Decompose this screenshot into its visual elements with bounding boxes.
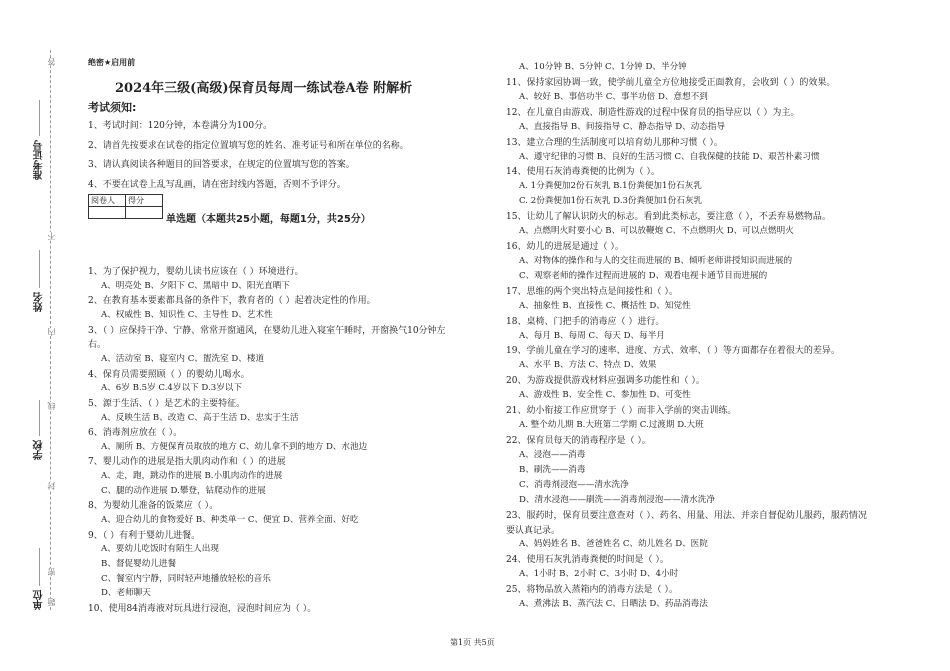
answer-options: C、餐室内宁静，同时轻声地播放轻松的音乐 <box>101 573 271 584</box>
seal-char: 线 <box>47 402 56 410</box>
answer-options: A. 整个幼儿期 B.大班第二学期 C.过渡期 D.大班 <box>519 420 704 431</box>
question-text: 右。 <box>88 340 107 351</box>
answer-options: A、浸泡——消毒 <box>519 449 586 460</box>
answer-options: A、较好 B、事倍功半 C、事半功倍 D、意想不到 <box>519 91 708 102</box>
answer-options: A、直接指导 B、间接指导 C、静态指导 D、动态指导 <box>519 121 726 132</box>
answer-options: A、煮沸法 B、蒸汽法 C、日晒法 D、药品消毒法 <box>519 599 708 610</box>
answer-options: A、走，跑，跳动作的进展 B.小肌肉动作的进展 <box>101 471 283 482</box>
answer-options: A、游戏性 B、安全性 C、参加性 D、可变性 <box>519 390 691 401</box>
page-footer: 第1页 共5页 <box>450 638 495 647</box>
answer-options: A、妈妈姓名 B、爸爸姓名 C、幼儿姓名 D、医院 <box>519 539 708 550</box>
notice-heading: 考试须知: <box>88 101 137 114</box>
unit-field <box>39 548 40 586</box>
unit-label: 单位 <box>34 590 45 610</box>
seal-char: 封 <box>47 482 56 490</box>
answer-options: C. 2份粪便加1份石灰乳 D.3份粪便加1份石灰乳 <box>519 196 703 207</box>
answer-options: B、刷洗——消毒 <box>519 464 586 475</box>
exam-number-field <box>39 100 40 136</box>
answer-options: D、清水浸泡——刷洗——消毒剂浸泡——清水洗净 <box>519 494 715 505</box>
score-label: 得分 <box>126 195 163 207</box>
answer-options: A、对物体的操作和与人的交往而进展的 B、倾听老师讲授知识而进展的 <box>519 255 793 266</box>
answer-options: A、要幼儿吃饭时有陌生人出现 <box>101 544 219 555</box>
question-text: 10、使用84消毒液对玩具进行浸泡，浸泡时间应为（ ）。 <box>88 603 317 614</box>
seal-char: 题 <box>47 598 56 606</box>
answer-options: C、腿的动作进展 D.攀登，钻爬动作的进展 <box>101 485 266 496</box>
name-label: 姓名 <box>34 292 45 312</box>
answer-options: A、每月 B、每周 C、每天 D、每半月 <box>519 330 665 341</box>
answer-options: C、观察老师的操作过程而进展的 D、观看电视卡通节目而进展的 <box>519 270 768 281</box>
exam-number-label: 准考证号 <box>34 140 45 180</box>
question-text: 12、在儿童自由游戏、制造性游戏的过程中保育员的指导应以（ ）为主。 <box>506 107 800 118</box>
school-label: 学校 <box>34 440 45 460</box>
question-text: 18、桌椅、门把手的消毒应（ ）进行。 <box>506 316 665 327</box>
seal-char: 内 <box>47 328 56 336</box>
question-text: 20、为游戏提供游戏材料应强调多功能性和（ ）。 <box>506 376 705 387</box>
question-text: 3、（ ）应保持干净、宁静、常常开窗通风，在婴幼儿进入寝室午睡时，开窗换气10分钟左 <box>88 325 446 336</box>
answer-options: A、厕所 B、方便保育员取放的地方 C、幼儿拿不到的地方 D、水池边 <box>101 441 368 452</box>
question-text: 16、幼儿的进展是通过（ ）。 <box>506 242 624 253</box>
answer-options: A、1小时 B、2小时 C、3小时 D、4小时 <box>519 569 679 580</box>
question-text: 23、服药时，保育员要注意查对（ ）、药名、用量、用法、并亲自督促幼儿服药，服药情况 <box>506 510 867 521</box>
answer-options: C、消毒剂浸泡——清水洗净 <box>519 479 629 490</box>
question-text: 21、幼小衔接工作应贯穿于（ ）而非入学前的突击训练。 <box>506 406 737 417</box>
question-text: 7、婴儿动作的进展是指大肌肉动作和（ ）的进展 <box>88 457 286 468</box>
reviewer-label: 阅卷人 <box>89 195 126 207</box>
section-title: 单选题（本题共25小题，每题1分，共25分） <box>166 214 371 225</box>
instruction-item: 2、请首先按要求在试卷的指定位置填写您的姓名、准考证号和所在单位的名称。 <box>88 141 409 151</box>
question-text: 9、（ ）有利于婴幼儿进餐。 <box>88 530 201 541</box>
question-text: 8、为婴幼儿准备的饭菜应（ ）。 <box>88 501 219 512</box>
question-text: 1、为了保护视力，婴幼儿读书应该在（ ）环境进行。 <box>88 267 304 277</box>
question-text: 5、源于生活、（ ）是艺术的主要特征。 <box>88 398 246 409</box>
instruction-item: 1、考试时间：120分钟，本卷满分为100分。 <box>88 121 273 131</box>
question-text: 4、保育员需要照顾（ ）的婴幼儿喝水。 <box>88 369 250 380</box>
question-text: 19、学前儿童在学习的速率、进度、方式、效率、（ ）等方面都存在着很大的差异。 <box>506 346 840 357</box>
school-field <box>39 400 40 436</box>
seal-char: 不 <box>47 232 56 240</box>
name-field <box>39 250 40 288</box>
question-text: 17、思维的两个突出特点是间接性和（ ）。 <box>506 286 678 297</box>
answer-options: A、抽象性 B、直接性 C、概括性 D、知觉性 <box>519 300 691 311</box>
answer-options: A、迎合幼儿的食物爱好 B、种类单一 C、便宜 D、营养全面、好吃 <box>101 515 359 526</box>
answer-options: A、明亮处 B、夕阳下 C、黑暗中 D、阳光直晒下 <box>101 280 290 291</box>
score-table <box>88 194 163 219</box>
question-text: 14、使用石灰消毒粪便的比例为（ ）。 <box>506 167 660 178</box>
instruction-item: 4、不要在试卷上乱写乱画，请在密封线内答题，否则不予评分。 <box>88 180 346 190</box>
question-text: 22、保育员每天的消毒程序是（ ）。 <box>506 436 651 446</box>
answer-options: A、权威性 B、知识性 C、主导性 D、艺术性 <box>101 309 273 320</box>
question-text: 24、使用石灰乳消毒粪便的时间是（ ）。 <box>506 555 669 566</box>
seal-char: 密 <box>47 568 56 576</box>
answer-options: A、遵守纪律的习惯 B、良好的生活习惯 C、自我保健的技能 D、艰苦朴素习惯 <box>519 151 820 162</box>
question-text: 15、让幼儿了解认识防火的标志。看到此类标志，要注意（ ），不丢弃易燃物品。 <box>506 212 831 223</box>
question-text: 25、将物品放入蒸箱内的消毒方法是（ ）。 <box>506 585 678 596</box>
answer-options: A、10分钟 B、5分钟 C、1分钟 D、半分钟 <box>519 62 687 72</box>
question-text: 13、建立合理的生活制度可以培育幼儿那种习惯（ ）。 <box>506 137 723 148</box>
score-cell[interactable] <box>126 207 163 219</box>
answer-options: B、督促婴幼儿进餐 <box>101 559 177 569</box>
reviewer-cell[interactable] <box>89 207 126 219</box>
answer-options: A、点燃明火时要小心 B、可以放鞭炮 C、不点燃明火 D、可以点燃明火 <box>519 226 794 237</box>
answer-options: A、6岁 B.5岁 C.4岁以下 D.3岁以下 <box>101 383 242 394</box>
answer-options: A、水平 B、方法 C、特点 D、效果 <box>519 360 657 371</box>
question-text: 11、保持家园协调一致，使学前儿童全方位地接受正面教育，会收到（ ）的效果。 <box>506 77 836 88</box>
question-text: 6、消毒剂应放在（ ）。 <box>88 428 183 439</box>
question-text: 要认真记录。 <box>506 525 561 536</box>
page-title: 2024年三级(高级)保育员每周一练试卷A卷 附解析 <box>115 81 413 96</box>
instruction-item: 3、请认真阅读各种题目的回答要求，在规定的位置填写您的答案。 <box>88 160 355 170</box>
seal-char: 答 <box>47 58 56 66</box>
answer-options: A、活动室 B、寝室内 C、盥洗室 D、楼道 <box>101 353 265 364</box>
confidential-mark: 绝密★启用前 <box>88 58 136 67</box>
answer-options: D、老师聊天 <box>101 588 151 599</box>
answer-options: A、反映生活 B、改造 C、高于生活 D、忠实于生活 <box>101 412 299 423</box>
answer-options: A. 1分粪便加2份石灰乳 B.1份粪便加1份石灰乳 <box>519 181 702 192</box>
question-text: 2、在教育基本要素都具备的条件下，教育者的（ ）起着决定性的作用。 <box>88 296 376 307</box>
